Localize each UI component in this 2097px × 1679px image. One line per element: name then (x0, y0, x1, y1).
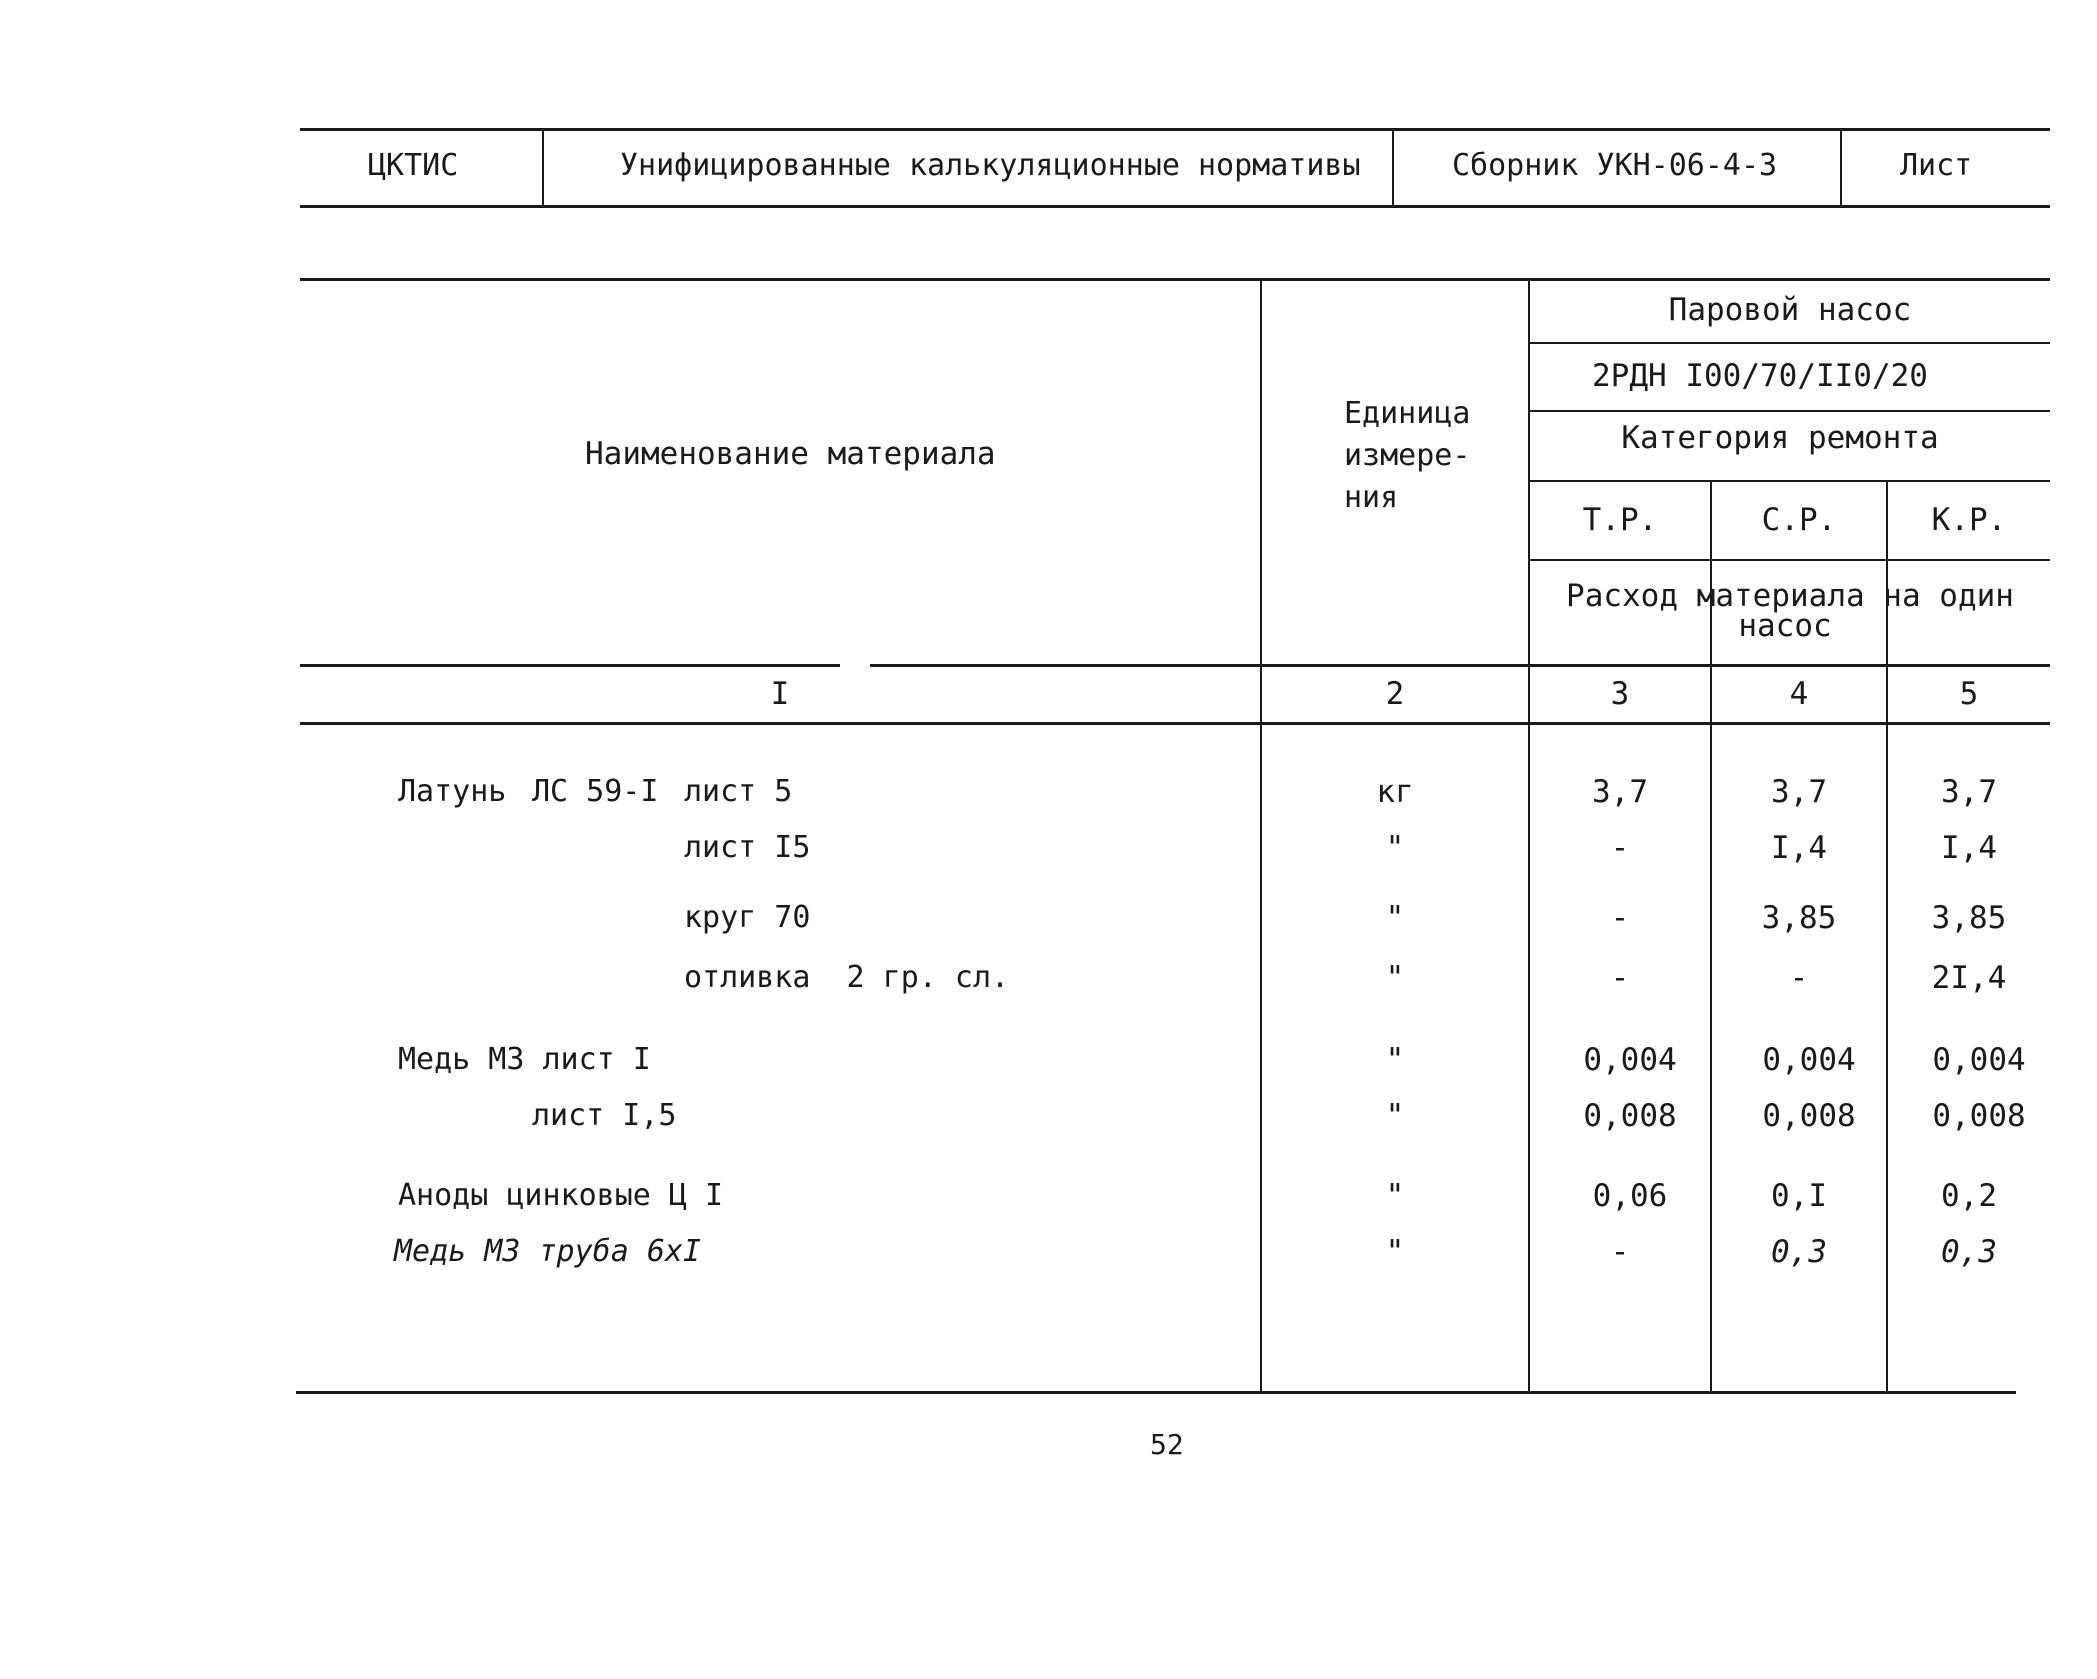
kr-value: 2I,4 (1931, 960, 2007, 996)
pump-model: 2РДН I00/70/II0/20 (1592, 358, 1928, 394)
column-number-rule (300, 722, 2050, 725)
unit-cell: " (1385, 1178, 1405, 1214)
header-title: Унифицированные калькуляционные нормативы (620, 148, 1361, 183)
sr-value: I,4 (1771, 830, 1827, 866)
kr-value: I,4 (1941, 830, 1997, 866)
column-number: I (770, 676, 790, 712)
material-form: круг 70 (684, 900, 811, 935)
header-divider (1392, 130, 1394, 206)
kr-value: 0,2 (1941, 1178, 1997, 1214)
kr-value: 0,3 (1941, 1234, 1997, 1270)
unit-header-line: ния (1344, 480, 1399, 515)
kr-value: 3,7 (1941, 774, 1997, 810)
sr-value: 0,I (1771, 1178, 1827, 1214)
column-number: 3 (1610, 676, 1630, 712)
material-name-header: Наименование материала (585, 436, 996, 472)
header-divider (542, 130, 544, 206)
sr-value: 0,004 (1762, 1042, 1856, 1078)
tr-value: - (1610, 960, 1630, 996)
header-top-rule (300, 128, 2050, 131)
header-bottom-rule (300, 205, 2050, 208)
unit-cell: " (1385, 960, 1405, 996)
tr-value: 3,7 (1592, 774, 1648, 810)
sr-value: - (1789, 960, 1809, 996)
header-body-rule (300, 664, 840, 667)
sr-value: 0,3 (1771, 1234, 1827, 1270)
kr-value: 3,85 (1931, 900, 2007, 936)
consumption-header: насос (1738, 608, 1832, 644)
material-form: лист 5 (684, 774, 793, 809)
sr-value: 3,7 (1771, 774, 1827, 810)
material-form: отливка 2 гр. сл. (684, 960, 1010, 995)
sr-header: С.Р. (1761, 502, 1837, 538)
unit-cell: " (1385, 830, 1405, 866)
header-org: ЦКТИС (368, 148, 459, 183)
unit-cell: " (1385, 1234, 1405, 1270)
tr-value: - (1610, 830, 1630, 866)
material-form: лист I,5 (532, 1098, 677, 1133)
kr-header: К.Р. (1931, 502, 2007, 538)
material-name: Латунь (398, 774, 507, 809)
material-form: лист I5 (684, 830, 811, 865)
header-collection: Сборник УКН-06-4-3 (1452, 148, 1778, 183)
material-grade: ЛС 59-I (532, 774, 659, 809)
table-rule (1528, 480, 2050, 482)
column-number: 4 (1789, 676, 1809, 712)
table-bottom-rule (296, 1391, 2016, 1394)
header-sheet: Лист (1900, 148, 1973, 183)
tr-value: 0,004 (1583, 1042, 1677, 1078)
header-divider (1840, 130, 1842, 206)
table-top-rule (300, 278, 2050, 281)
tr-value: 0,06 (1592, 1178, 1668, 1214)
unit-cell: кг (1376, 774, 1414, 810)
header-body-rule (870, 664, 2050, 667)
sr-value: 0,008 (1762, 1098, 1856, 1134)
unit-cell: " (1385, 1098, 1405, 1134)
tr-value: - (1610, 900, 1630, 936)
consumption-header: Расход материала на один (1566, 578, 2014, 614)
repair-category-header: Категория ремонта (1621, 420, 1939, 456)
unit-cell: " (1385, 900, 1405, 936)
material-name: Медь МЗ труба 6хI (394, 1234, 702, 1269)
unit-header-line: Единица (1344, 396, 1471, 431)
pump-header: Паровой насос (1668, 292, 1912, 328)
unit-header-line: измере- (1344, 438, 1471, 473)
page-number: 52 (1150, 1428, 1184, 1461)
table-rule (1528, 410, 2050, 412)
unit-cell: " (1385, 1042, 1405, 1078)
kr-value: 0,004 (1932, 1042, 2026, 1078)
column-number: 5 (1959, 676, 1979, 712)
sr-value: 3,85 (1761, 900, 1837, 936)
table-rule (1528, 342, 2050, 344)
material-name: Медь МЗ лист I (398, 1042, 651, 1077)
tr-header: Т.Р. (1582, 502, 1658, 538)
column-number: 2 (1385, 676, 1405, 712)
kr-value: 0,008 (1932, 1098, 2026, 1134)
material-name: Аноды цинковые Ц I (398, 1178, 724, 1213)
tr-value: 0,008 (1583, 1098, 1677, 1134)
table-rule (1528, 559, 2050, 561)
tr-value: - (1610, 1234, 1630, 1270)
